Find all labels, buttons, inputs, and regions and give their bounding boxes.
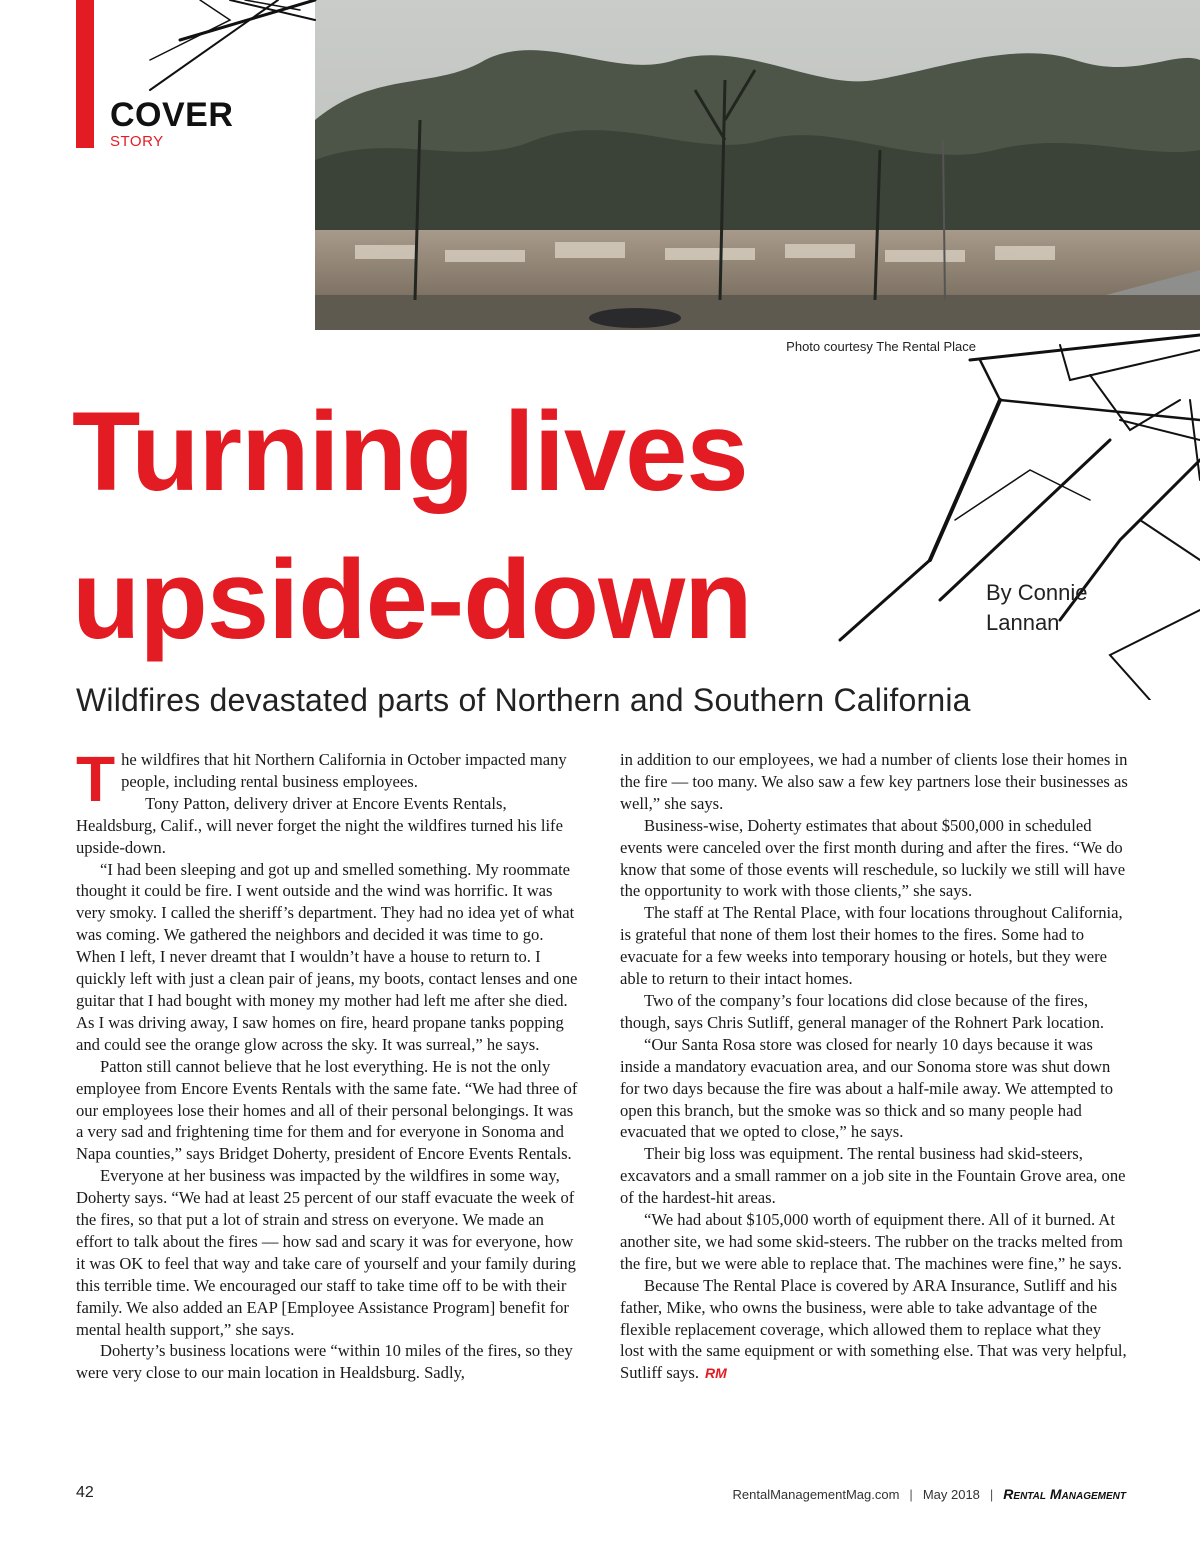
section-subtitle: STORY xyxy=(110,133,164,150)
paragraph: “We had about $105,000 worth of equipment there. All of it burned. At another site, we had some skid-steers. The rubber on the tracks melted from the fire, but we were able to replace that. The machines were fine,” he says. xyxy=(620,1210,1123,1273)
footer-separator: | xyxy=(989,1486,994,1502)
article-column-2 xyxy=(620,749,1128,1385)
footer-date: May 2018 xyxy=(922,1486,980,1502)
photo-credit: Photo courtesy The Rental Place xyxy=(786,339,976,354)
paragraph: “I had been sleeping and got up and smelled something. My roommate thought it could be fire. I went outside and the wind was horrific. It was very smoky. I called the sheriff’s department. They had no idea yet of what was coming. We gathered the neighbors and decided it was time to go. When I left, I never dreamt that I wouldn’t have a house to return to. I quickly left with just a clean pair of jeans, my boots, contact lenses and one guitar that I had bought with money my mother had left me after she died. As I was driving away, I saw homes on fire, heard propane tanks popping and could see the orange glow across the sky. It was surreal,” he says. xyxy=(76,859,578,1054)
headline-line-1: Turning lives xyxy=(72,389,748,514)
paragraph: Patton still cannot believe that he lost everything. He is not the only employee from Encore Events Rentals with the same fate. “We had three of our employees lose their homes and all of their personal belongings. It was a very sad and frightening time for them and for everyone in Sonoma and Napa counties,” says Bridget Doherty, president of Encore Events Rentals. xyxy=(76,1056,578,1164)
footer-site-link[interactable]: RentalManagementMag.com xyxy=(732,1486,900,1502)
end-mark: RM xyxy=(704,1365,727,1382)
paragraph xyxy=(620,1275,1128,1386)
page-number: 42 xyxy=(76,1484,94,1501)
paragraph: in addition to our employees, we had a number of clients lose their homes in the fire — too many. We also saw a few key partners lose their businesses as well,” she says. xyxy=(620,750,1128,813)
paragraph-text: Because The Rental Place is covered by ARA Insurance, Sutliff and his father, Mike, who owns the business, were able to take advantage of the flexible replacement coverage, which allowed them to replace what they lost with the same equipment or with something else. That was very helpful, Sutliff says. xyxy=(620,1275,1127,1383)
paragraph: Everyone at her business was impacted by the wildfires in some way, Doherty says. “We had at least 25 percent of our staff evacuate the week of the fires, so that put a lot of strain and stress on everyone. We made an effort to talk about the fires — how sad and scary it was for everyone, how it was OK to feel that way and take care of yourself and your family during this terrible time. We encouraged our staff to take time off to be with their family. We also added an EAP [Employee Assistance Program] benefit for mental health support,” she says. xyxy=(76,1166,576,1339)
section-label xyxy=(110,96,233,150)
paragraph: he wildfires that hit Northern California in October impacted many people, including rental business employees. xyxy=(121,750,567,791)
paragraph: Doherty’s business locations were “within 10 miles of the fires, so they were very close to our main location in Healdsburg. Sadly, xyxy=(76,1341,573,1383)
article-column-1 xyxy=(76,743,584,1384)
cover-photo xyxy=(315,0,1200,330)
drop-cap: T xyxy=(76,743,116,815)
headline xyxy=(72,378,752,674)
paragraph: Two of the company’s four locations did close because of the fires, though, says Chris Sutliff, general manager of the Rohnert Park location. xyxy=(620,990,1105,1032)
byline xyxy=(986,578,1088,638)
paragraph: Business-wise, Doherty estimates that about $500,000 in scheduled events were canceled over the first month during and after the fires. “We do know that some of those events will reschedule, so luckily we still will have the opportunity to work with those clients,” she says. xyxy=(620,815,1126,901)
paragraph: Their big loss was equipment. The rental business had skid-steers, excavators and a small rammer on a job site in the Fountain Grove area, one of the hardest-hit areas. xyxy=(620,1144,1126,1208)
burned-neighborhood-photo xyxy=(315,0,1200,330)
footer xyxy=(733,1486,1127,1502)
paragraph: The staff at The Rental Place, with four locations throughout California, is grateful that none of them lost their homes to the fires. Some had to evacuate for a few weeks into temporary housing or hotels, but they were able to return to their intact homes. xyxy=(620,903,1123,989)
footer-magazine-name: Rental Management xyxy=(1003,1486,1126,1502)
section-accent-bar xyxy=(76,0,94,148)
paragraph: “Our Santa Rosa store was closed for nearly 10 days because it was inside a mandatory evacuation area, and our Sonoma store was shut down for two days because the fire was about a half-mile away. We attempted to open this branch, but the smoke was so thick and so many people had evacuated that we opted to close,” he says. xyxy=(620,1034,1114,1142)
byline-line-1: By Connie xyxy=(986,580,1088,605)
byline-line-2: Lannan xyxy=(986,610,1060,635)
paragraph: Tony Patton, delivery driver at Encore Events Rentals, Healdsburg, Calif., will never forget the night the wildfires turned his life upside-down. xyxy=(76,793,563,857)
headline-line-2: upside-down xyxy=(72,537,752,662)
footer-separator: | xyxy=(909,1486,913,1502)
section-title: COVER xyxy=(110,96,234,134)
deck: Wildfires devastated parts of Northern and Southern California xyxy=(76,682,971,718)
